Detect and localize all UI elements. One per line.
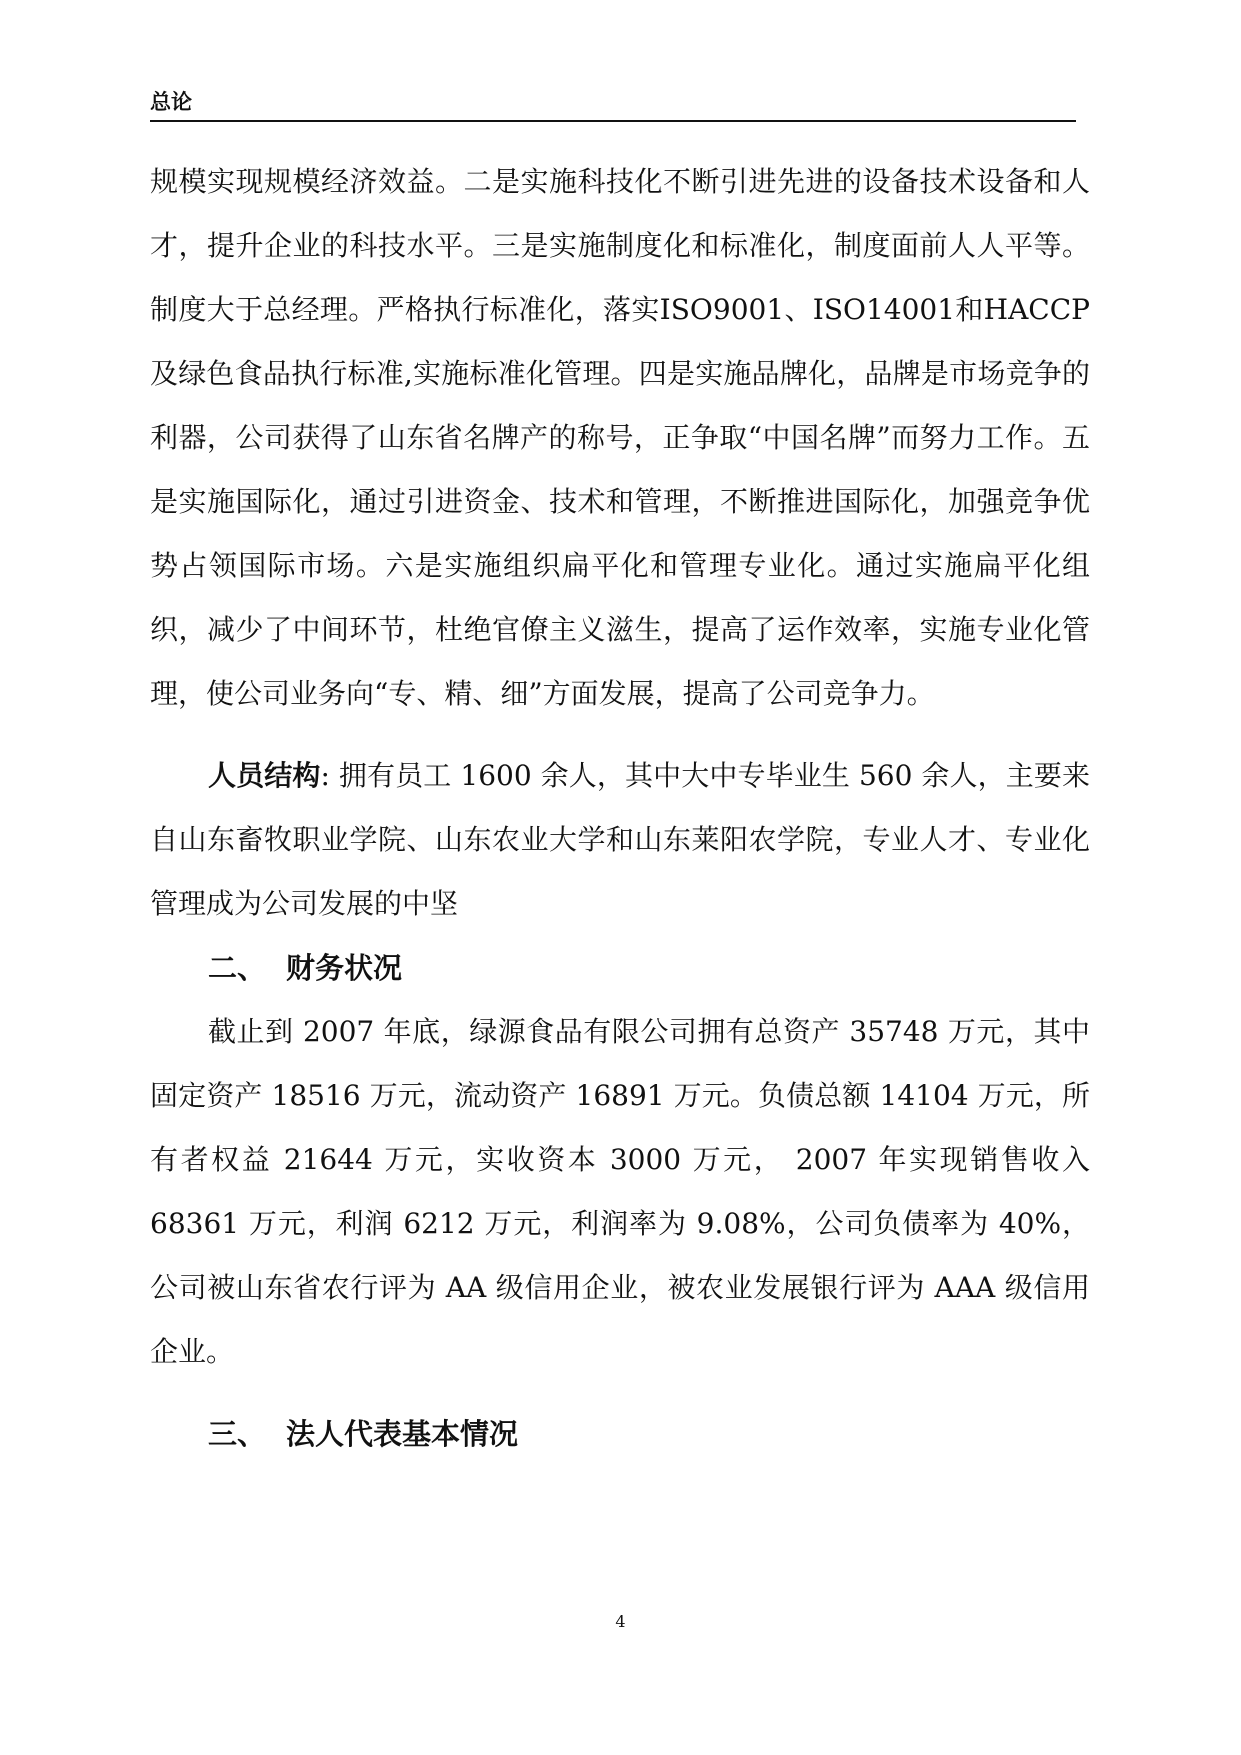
staff-text: : 拥有员工 1600 余人，其中大中专毕业生 560 余人，主要来自山东畜牧职业学院、山东农业大学和山东莱阳农学院，专业人才、专业化管理成为公司发展的中坚: [150, 759, 1090, 920]
paragraph-strategy: 规模实现规模经济效益。二是实施科技化不断引进先进的设备技术设备和人才，提升企业的科技水平。三是实施制度化和标准化，制度面前人人平等。制度大于总经理。严格执行标准化，落实ISO9001、ISO14001和HACCP及绿色食品执行标准,实施标准化管理。四是实施品牌化，品牌是市场竞争的利器，公司获得了山东省名牌产的称号，正争取“中国名牌”而努力工作。五是实施国际化，通过引进资金、技术和管理，不断推进国际化，加强竞争优势占领国际市场。六是实施组织扁平化和管理专业化。通过实施扁平化组织，减少了中间环节，杜绝官僚主义滋生，提高了运作效率，实施专业化管理，使公司业务向“专、精、细”方面发展，提高了公司竞争力。: [150, 165, 1090, 710]
page-number: 4: [615, 1612, 626, 1631]
paragraph-gap: [150, 1384, 1090, 1402]
staff-lead: 人员结构: [208, 759, 321, 792]
section-label: 法人代表基本情况: [286, 1417, 519, 1451]
page-header: [150, 88, 1076, 116]
section-number: 二、: [208, 951, 267, 985]
paragraph-staff: [150, 744, 1090, 936]
paragraph-finance: 截止到 2007 年底，绿源食品有限公司拥有总资产 35748 万元，其中固定资产 18516 万元，流动资产 16891 万元。负债总额 14104 万元，所有者权益 21644 万元，实收资本 3000 万元， 2007 年实现销售收入 68361 万元，利润 6212 万元，利润率为 9.08%，公司负债率为 40%，公司被山东省农行评为 AA 级信用企业，被农业发展银行评为 AAA 级信用企业。: [150, 1015, 1090, 1368]
section-title-finance: [150, 936, 1090, 1000]
header-title: 总论: [150, 90, 192, 114]
header-divider: [150, 120, 1076, 122]
section-number: 三、: [208, 1417, 267, 1451]
paragraph-gap: [150, 726, 1090, 744]
document-body: [150, 150, 1090, 1466]
section-label: 财务状况: [286, 951, 403, 985]
section-title-legal: [150, 1402, 1090, 1466]
